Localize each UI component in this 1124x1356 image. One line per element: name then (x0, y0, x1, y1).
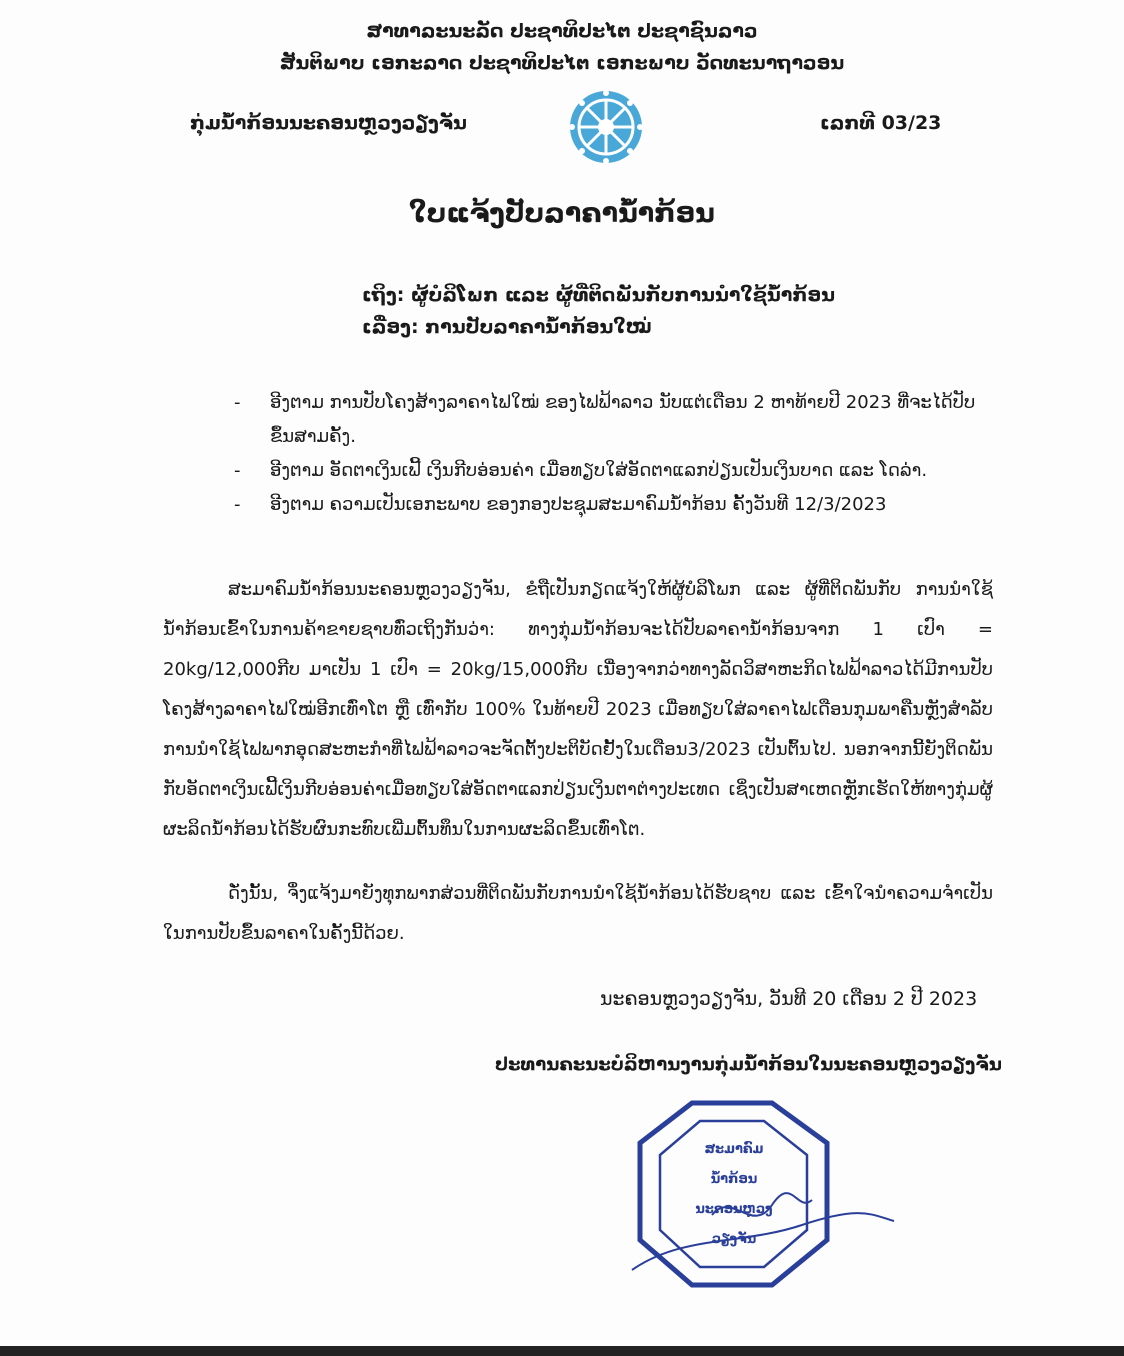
date-line: ນະຄອນຫຼວງວຽງຈັນ, ວັນທີ 20 ເດືອນ 2 ປີ 2023 (600, 988, 978, 1010)
seal-text: ວຽງຈັນ (711, 1232, 757, 1247)
recipient-line: ເຖິງ: ຜູ້ບໍລິໂພກ ແລະ ຜູ້ທີ່ຕິດພັນກັບການນຳໃຊ້ນໍ້າກ້ອນ (362, 284, 835, 306)
seal-text: ນໍ້າກ້ອນ (710, 1172, 758, 1187)
national-header-line2: ສັນຕິພາບ ເອກະລາດ ປະຊາທິປະໄຕ ເອກະພາບ ວັດທະນາຖາວອນ (279, 52, 845, 74)
body-paragraph-1: ສະມາຄົມນໍ້າກ້ອນນະຄອນຫຼວງວຽງຈັນ, ຂໍຖືເປັນກຽດແຈ້ງໃຫ້ຜູ້ບໍລິໂພກ ແລະ ຜູ້ທີ່ຕິດພັນກັບ ການນຳໃຊ້ນໍ້າກ້ອນເຂົ້າໃນການຄ້າຂາຍຊາບທົ່ວເຖິງກັນວ່າ: ທາງກຸ່ມນໍ້າກ້ອນຈະໄດ້ປັບລາຄານໍ້າກ້ອນຈາກ 1 ເປົາ = 20kg/12,000ກີບ ມາເປັນ 1 ເປົາ = 20kg/15,000ກີບ ເນື່ອງຈາກວ່າທາງລັດວິສາຫະກິດໄຟຟ້າລາວໄດ້ມີການປັບໂຄງສ້າງລາຄາໄຟໃໝ່ອີກເທົ່າໂຕ ຫຼື ເທົ່າກັບ 100% ໃນທ້າຍປີ 2023 ເມື່ອທຽບໃສ່ລາຄາໄຟເດືອນກຸມພາຄືນຫຼັງສຳລັບການນຳໃຊ້ໄຟພາກອຸດສະຫະກຳທີ່ໄຟຟ້າລາວຈະຈັດຕັ້ງປະຕິບັດຢັ້ງໃນເດືອນ3/2023 ເປັນຕົ້ນໄປ. ນອກຈາກນີ້ຍັງຕິດພັນກັບອັດຕາເງິນເຟີ້ເງິນກີບອ່ອນຄ່າເມື່ອທຽບໃສ່ອັດຕາແລກປ່ຽນເງິນຕາຕ່າງປະເທດ ເຊິ່ງເປັນສາເຫດຫຼັກເຮັດໃຫ້ທາງກຸ່ມຜູ້ຜະລິດນໍ້າກ້ອນໄດ້ຮັບຜົນກະທົບເພີ່ມຕົ້ນທຶນໃນການຜະລິດຂຶ້ນເທົ່າໂຕ. (163, 579, 993, 840)
document-title: ໃບແຈ້ງປັບລາຄານໍ້າກ້ອນ (409, 198, 715, 229)
body-paragraph-2: ດັ່ງນັ້ນ, ຈຶ່ງແຈ້ງມາຍັງທຸກພາກສ່ວນທີ່ຕິດພັນກັບການນຳໃຊ້ນໍ້າກ້ອນໄດ້ຮັບຊາບ ແລະ ເຂົ້າໃຈນຳຄວາມຈຳເປັນໃນການປັບຂຶ້ນລາຄາໃນຄັ້ງນີ້ດ້ວຍ. (163, 883, 993, 944)
signatory-title: ປະທານຄະນະບໍລິຫານງານກຸ່ມນໍ້າກ້ອນໃນນະຄອນຫຼວງວຽງຈັນ (495, 1054, 1002, 1075)
reference-item: - ອີງຕາມ ການປັບໂຄງສ້າງລາຄາໄຟໃໝ່ ຂອງໄຟຟ້າລາວ ນັບແຕ່ເດືອນ 2 ຫາທ້າຍປີ 2023 ທີ່ຈະໄດ້ປັບຂຶ້ນສາມຄັ້ງ. (232, 386, 992, 454)
dharma-wheel-icon (568, 89, 644, 165)
issuing-organization: ກຸ່ມນໍ້າກ້ອນນະຄອນຫຼວງວຽງຈັນ (190, 112, 467, 134)
reference-item: - ອີງຕາມ ອັດຕາເງິນເຟີ້ ເງິນກີບອ່ອນຄ່າ ເມື່ອທຽບໃສ່ອັດຕາແລກປ່ຽນເປັນເງິນບາດ ແລະ ໂດລ່າ. (232, 454, 992, 488)
reference-list (232, 386, 992, 522)
seal-text: ສະມາຄົມ (704, 1142, 764, 1157)
national-header-line1: ສາທາລະນະລັດ ປະຊາທິປະໄຕ ປະຊາຊົນລາວ (366, 20, 758, 42)
seal-text: ນະຄອນຫຼວງ (695, 1202, 773, 1217)
reference-item: - ອີງຕາມ ຄວາມເປັນເອກະພາບ ຂອງກອງປະຊຸມສະມາຄົມນໍ້າກ້ອນ ຄັ້ງວັນທີ 12/3/2023 (232, 488, 992, 522)
document-number: ເລກທີ 03/23 (820, 112, 942, 134)
official-seal-icon (622, 1095, 902, 1295)
subject-line: ເລື່ອງ: ການປັບລາຄານໍ້າກ້ອນໃໝ່ (362, 316, 652, 338)
bottom-border (0, 1346, 1124, 1356)
